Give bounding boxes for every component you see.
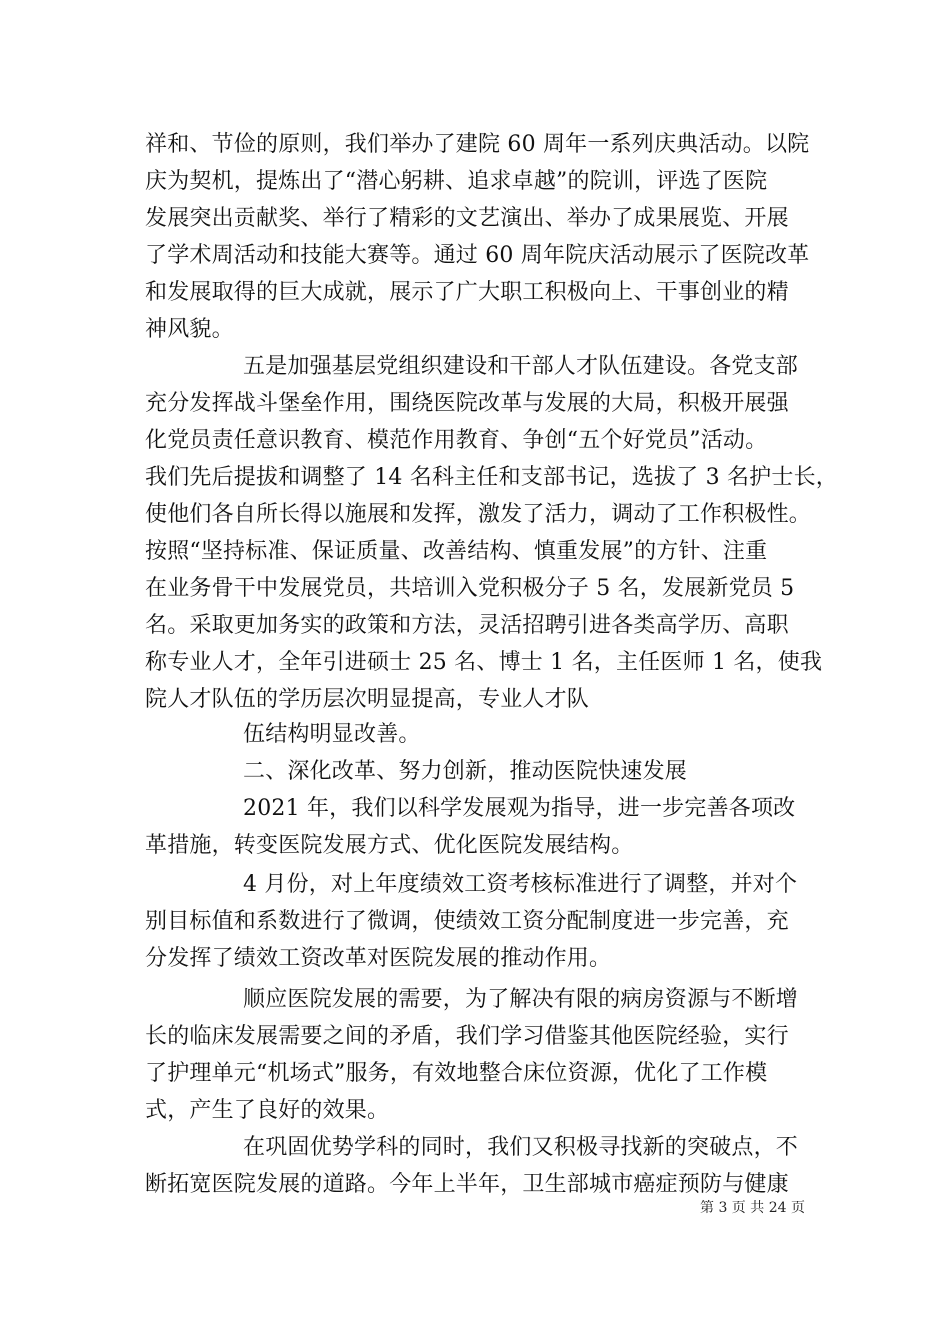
page-number: 第 3 页 共 24 页 [700,1200,805,1216]
text-line: 院人才队伍的学历层次明显提高，专业人才队 [145,687,590,712]
text-line: 分发挥了绩效工资改革对医院发展的推动作用。 [145,946,612,971]
text-line: 使他们各自所长得以施展和发挥，激发了活力，调动了工作积极性。 [145,502,812,527]
text-line: 化党员责任意识教育、模范作用教育、争创“五个好党员”活动。 [145,428,768,453]
text-line: 名。采取更加务实的政策和方法，灵活招聘引进各类高学历、高职 [145,613,789,638]
text-line: 和发展取得的巨大成就，展示了广大职工积极向上、干事创业的精 [145,280,789,305]
text-line: 祥和、节俭的原则，我们举办了建院 60 周年一系列庆典活动。以院 [145,132,810,157]
text-line: 长的临床发展需要之间的矛盾，我们学习借鉴其他医院经验，实行 [145,1024,789,1049]
text-line: 称专业人才，全年引进硕士 25 名、博士 1 名，主任医师 1 名，使我 [145,650,823,675]
text-line: 伍结构明显改善。 [243,722,421,747]
text-line: 革措施，转变医院发展方式、优化医院发展结构。 [145,833,634,858]
paragraph-start-line: 顺应医院发展的需要，为了解决有限的病房资源与不断增 [243,987,799,1012]
text-line: 按照“坚持标准、保证质量、改善结构、慎重发展”的方针、注重 [145,539,768,564]
text-line: 别目标值和系数进行了微调，使绩效工资分配制度进一步完善，充 [145,909,789,934]
paragraph-start-line: 2021 年，我们以科学发展观为指导，进一步完善各项改 [243,796,796,821]
text-line: 充分发挥战斗堡垒作用，围绕医院改革与发展的大局，积极开展强 [145,391,789,416]
section-heading: 二、深化改革、努力创新，推动医院快速发展 [243,759,688,784]
text-line: 式，产生了良好的效果。 [145,1098,390,1123]
text-line: 发展突出贡献奖、举行了精彩的文艺演出、举办了成果展览、开展 [145,206,789,231]
text-line: 神风貌。 [145,317,234,342]
text-line: 我们先后提拔和调整了 14 名科主任和支部书记，选拔了 3 名护士长， [145,465,838,490]
text-line: 庆为契机，提炼出了“潜心躬耕、追求卓越”的院训，评选了医院 [145,169,768,194]
paragraph-start-line: 五是加强基层党组织建设和干部人才队伍建设。各党支部 [243,354,799,379]
text-line: 了学术周活动和技能大赛等。通过 60 周年院庆活动展示了医院改革 [145,243,810,268]
text-line: 了护理单元“机场式”服务，有效地整合床位资源，优化了工作模 [145,1061,768,1086]
text-line: 在业务骨干中发展党员，共培训入党积极分子 5 名，发展新党员 5 [145,576,795,601]
paragraph-start-line: 4 月份，对上年度绩效工资考核标准进行了调整，并对个 [243,872,798,897]
paragraph-start-line: 在巩固优势学科的同时，我们又积极寻找新的突破点，不 [243,1135,799,1160]
text-line: 断拓宽医院发展的道路。今年上半年，卫生部城市癌症预防与健康 [145,1172,789,1197]
